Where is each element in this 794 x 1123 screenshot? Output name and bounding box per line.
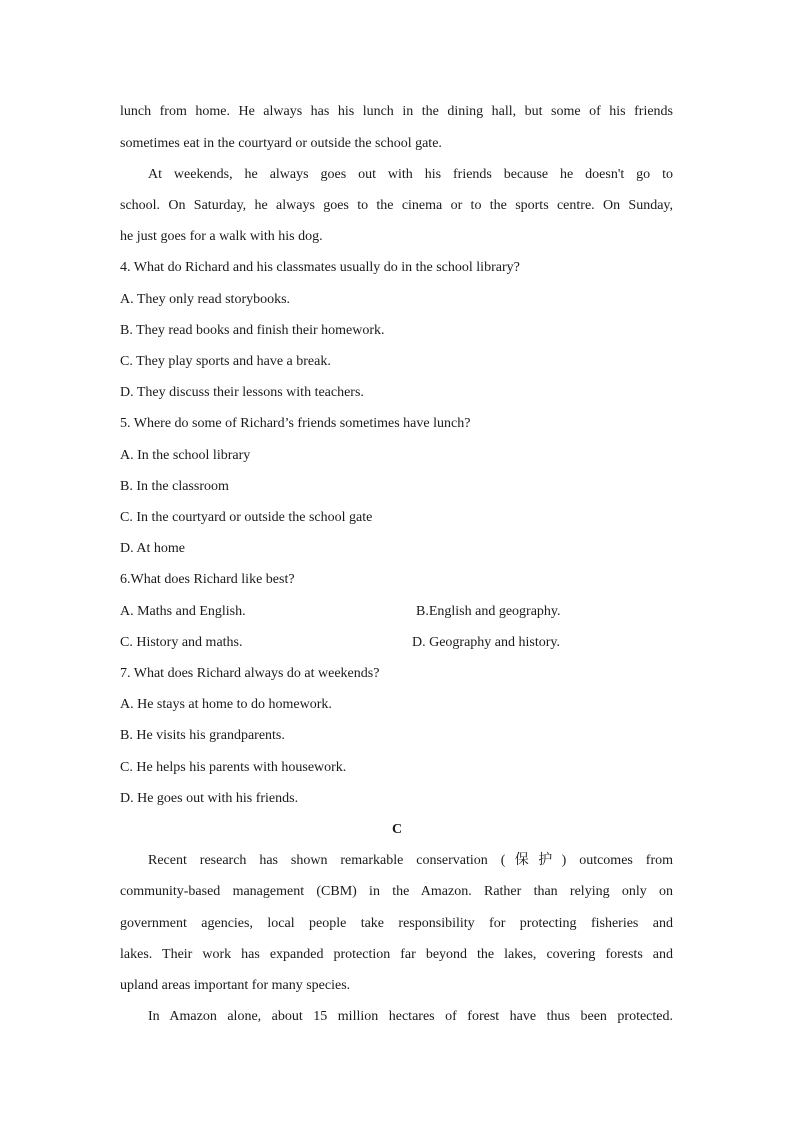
option-6d: D. Geography and history.: [412, 635, 561, 650]
option-4d: D. They discuss their lessons with teachers.: [120, 385, 364, 400]
option-6c: C. History and maths.: [120, 635, 243, 650]
question-stem-5: 5. Where do some of Richard’s friends sometimes have lunch?: [120, 416, 471, 431]
option-4b: B. They read books and finish their homework.: [120, 323, 385, 338]
section-heading-c: C: [391, 822, 403, 837]
question-stem-7: 7. What does Richard always do at weekends?: [120, 666, 380, 681]
option-7d: D. He goes out with his friends.: [120, 791, 299, 806]
passage-line: he just goes for a walk with his dog.: [120, 229, 323, 244]
passage-line: At weekends, he always goes out with his friends because he doesn't go to: [148, 167, 673, 182]
passage-c-line: government agencies, local people take responsibility for protecting fisheries and: [120, 916, 673, 931]
option-5a: A. In the school library: [120, 448, 251, 463]
passage-line: school. On Saturday, he always goes to the cinema or to the sports centre. On Sunday,: [120, 198, 673, 213]
question-stem-6: 6.What does Richard like best?: [120, 572, 295, 587]
passage-line: sometimes eat in the courtyard or outside the school gate.: [120, 136, 442, 151]
passage-c-line: community-based management (CBM) in the Amazon. Rather than relying only on: [120, 884, 673, 899]
option-5b: B. In the classroom: [120, 479, 229, 494]
passage-c-line: upland areas important for many species.: [120, 978, 351, 993]
option-6a: A. Maths and English.: [120, 604, 246, 619]
option-6b: B.English and geography.: [416, 604, 561, 619]
passage-line: lunch from home. He always has his lunch in the dining hall, but some of his friends: [120, 104, 673, 119]
option-5c: C. In the courtyard or outside the school gate: [120, 510, 373, 525]
option-7a: A. He stays at home to do homework.: [120, 697, 332, 712]
passage-c-line: Recent research has shown remarkable conservation (保护) outcomes from: [148, 853, 673, 868]
option-7c: C. He helps his parents with housework.: [120, 760, 347, 775]
question-stem-4: 4. What do Richard and his classmates usually do in the school library?: [120, 260, 520, 275]
passage-c-line: lakes. Their work has expanded protection far beyond the lakes, covering forests and: [120, 947, 673, 962]
option-5d: D. At home: [120, 541, 185, 556]
option-4a: A. They only read storybooks.: [120, 292, 291, 307]
option-7b: B. He visits his grandparents.: [120, 728, 285, 743]
option-4c: C. They play sports and have a break.: [120, 354, 331, 369]
passage-c-line: In Amazon alone, about 15 million hectares of forest have thus been protected.: [148, 1009, 673, 1024]
